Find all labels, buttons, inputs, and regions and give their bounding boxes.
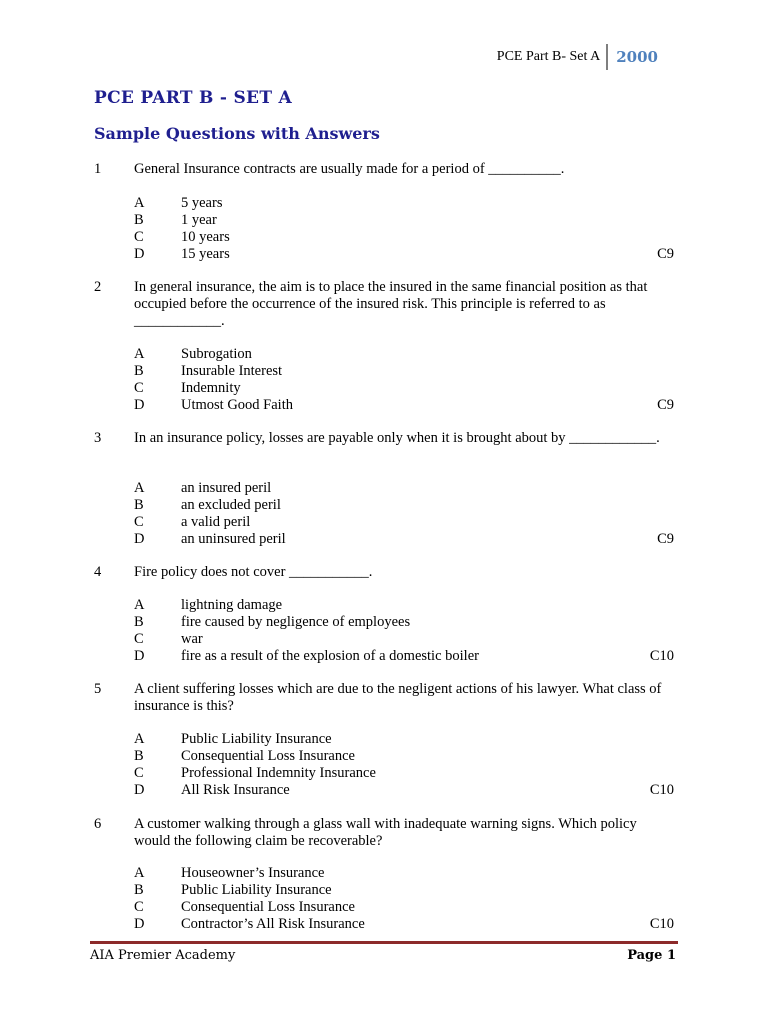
question-number: 2 <box>94 279 102 295</box>
option-text: 5 years <box>181 195 223 211</box>
option-letter: C <box>134 899 144 915</box>
option-letter: C <box>134 229 144 245</box>
option-text: a valid peril <box>181 514 251 530</box>
option-item <box>0 514 768 531</box>
footer-page-number: Page 1 <box>627 948 676 963</box>
option-letter: A <box>134 731 145 747</box>
option-letter: D <box>134 782 145 798</box>
option-letter: D <box>134 916 145 932</box>
option-item <box>0 748 768 765</box>
option-item <box>0 212 768 229</box>
option-text: 15 years <box>181 246 230 262</box>
option-item <box>0 614 768 631</box>
question-text: General Insurance contracts are usually made for a period of __________. <box>134 161 565 177</box>
option-letter: B <box>134 212 144 228</box>
option-item <box>0 531 768 548</box>
chapter-reference: C10 <box>649 916 674 932</box>
option-letter: B <box>134 614 144 630</box>
option-letter: D <box>134 397 145 413</box>
option-item <box>0 346 768 363</box>
chapter-reference: C10 <box>649 648 674 664</box>
option-item <box>0 246 768 263</box>
option-text: 10 years <box>181 229 230 245</box>
option-letter: B <box>134 748 144 764</box>
chapter-reference: C9 <box>657 246 674 262</box>
page-header <box>497 44 658 70</box>
question-number: 5 <box>94 681 102 697</box>
option-text: Public Liability Insurance <box>181 731 332 747</box>
option-text: Public Liability Insurance <box>181 882 332 898</box>
option-text: 1 year <box>181 212 217 228</box>
option-text: All Risk Insurance <box>181 782 290 798</box>
option-list <box>0 480 768 548</box>
option-text: Utmost Good Faith <box>181 397 293 413</box>
option-item <box>0 765 768 782</box>
option-letter: B <box>134 882 144 898</box>
header-year: 2000 <box>616 48 658 66</box>
option-item <box>0 229 768 246</box>
option-text: fire as a result of the explosion of a domestic boiler <box>181 648 479 664</box>
option-item <box>0 899 768 916</box>
option-text: fire caused by negligence of employees <box>181 614 411 630</box>
header-divider <box>606 44 608 70</box>
option-letter: A <box>134 346 145 362</box>
option-text: an uninsured peril <box>181 531 286 547</box>
question-number: 6 <box>94 816 102 832</box>
option-list <box>0 346 768 414</box>
option-letter: A <box>134 195 145 211</box>
question-text: Fire policy does not cover ___________. <box>134 564 373 580</box>
option-letter: C <box>134 514 144 530</box>
question-number: 3 <box>94 430 102 446</box>
option-letter: A <box>134 480 145 496</box>
option-text: Subrogation <box>181 346 252 362</box>
option-text: Houseowner’s Insurance <box>181 865 325 881</box>
option-letter: B <box>134 497 144 513</box>
page-subtitle: Sample Questions with Answers <box>94 124 380 143</box>
option-item <box>0 363 768 380</box>
option-text: Consequential Loss Insurance <box>181 899 355 915</box>
header-title: PCE Part B- Set A <box>496 49 601 64</box>
question-text: In general insurance, the aim is to place the insured in the same financial position as that occupied before the occurrence of the insured risk. This principle is referred to as ____________. <box>134 279 648 329</box>
footer-organization: AIA Premier Academy <box>90 948 236 963</box>
option-letter: C <box>134 631 144 647</box>
option-letter: A <box>134 865 145 881</box>
option-item <box>0 882 768 899</box>
footer-divider <box>90 941 678 944</box>
option-text: Consequential Loss Insurance <box>181 748 355 764</box>
option-letter: D <box>134 246 145 262</box>
option-letter: D <box>134 531 145 547</box>
chapter-reference: C9 <box>657 531 674 547</box>
option-text: Professional Indemnity Insurance <box>181 765 376 781</box>
option-letter: A <box>134 597 145 613</box>
option-item <box>0 480 768 497</box>
option-list <box>0 195 768 263</box>
option-letter: C <box>134 765 144 781</box>
question-text: A customer walking through a glass wall with inadequate warning signs. Which policy would the following claim be recoverable? <box>134 816 637 849</box>
option-item <box>0 397 768 414</box>
page-title: PCE PART B - SET A <box>94 88 292 108</box>
option-text: lightning damage <box>181 597 283 613</box>
option-item <box>0 597 768 614</box>
option-text: Indemnity <box>181 380 241 396</box>
option-text: Contractor’s All Risk Insurance <box>181 916 365 932</box>
chapter-reference: C9 <box>657 397 674 413</box>
question-text: A client suffering losses which are due to the negligent actions of his lawyer. What class of insurance is this? <box>134 681 662 714</box>
chapter-reference: C10 <box>649 782 674 798</box>
option-letter: C <box>134 380 144 396</box>
option-letter: D <box>134 648 145 664</box>
option-item <box>0 195 768 212</box>
option-text: an insured peril <box>181 480 272 496</box>
question-number: 1 <box>94 161 102 177</box>
option-item <box>0 380 768 397</box>
option-letter: B <box>134 363 144 379</box>
question-text: In an insurance policy, losses are payable only when it is brought about by ____________. <box>134 430 660 446</box>
option-item <box>0 865 768 882</box>
option-item <box>0 731 768 748</box>
option-text: an excluded peril <box>181 497 281 513</box>
question-number: 4 <box>94 564 102 580</box>
option-text: war <box>181 631 203 647</box>
option-item <box>0 631 768 648</box>
option-item <box>0 497 768 514</box>
option-text: Insurable Interest <box>181 363 283 379</box>
